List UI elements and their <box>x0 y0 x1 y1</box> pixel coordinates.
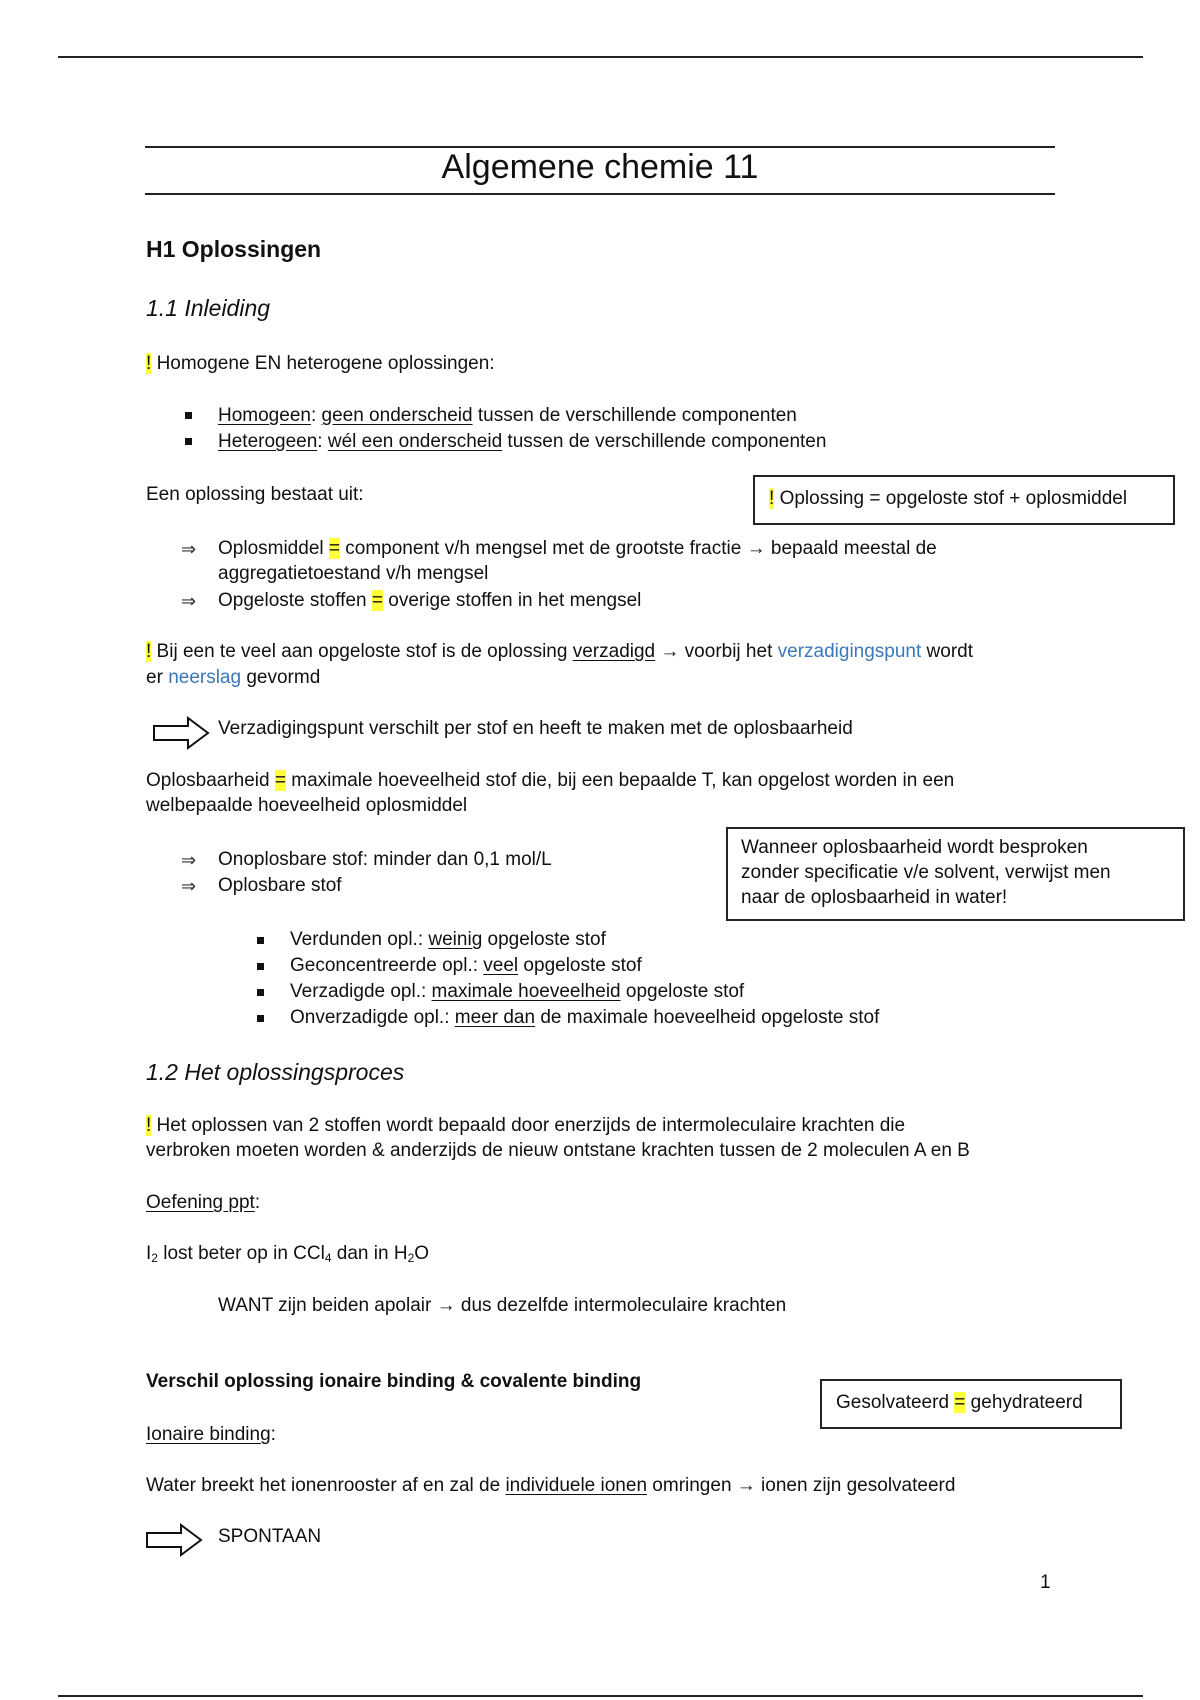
paragraph-oplosbaarheid-cont: welbepaalde hoeveelheid oplosmiddel <box>146 795 468 816</box>
box-gesolvateerd: Gesolvateerd = gehydrateerd <box>820 1379 1122 1429</box>
big-arrow-icon <box>145 1523 203 1557</box>
list-item-homogeen: Homogeen: geen onderscheid tussen de verschillende componenten <box>218 405 797 426</box>
bullet-icon <box>257 1015 264 1022</box>
paragraph-oplosbaarheid: Oplosbaarheid = maximale hoeveelheid stof die, bij een bepaalde T, kan opgelost worden in een <box>146 770 955 791</box>
list-item-oplosmiddel: Oplosmiddel = component v/h mengsel met de grootste fractie → bepaald meestal de <box>218 538 937 559</box>
implies-arrow-icon: ⇒ <box>181 876 197 896</box>
list-item-oplosmiddel-cont: aggregatietoestand v/h mengsel <box>218 563 489 584</box>
bullet-icon <box>185 438 192 445</box>
bullet-icon <box>185 412 192 419</box>
want-statement: WANT zijn beiden apolair → dus dezelfde intermoleculaire krachten <box>218 1295 787 1316</box>
spontaan-label: SPONTAAN <box>218 1526 322 1547</box>
paragraph-homogene: ! Homogene EN heterogene oplossingen: <box>146 353 495 374</box>
sublist-item-verdund: Verdunden opl.: weinig opgeloste stof <box>290 929 606 950</box>
list-item-onoplosbaar: Onoplosbare stof: minder dan 0,1 mol/L <box>218 849 552 870</box>
paragraph-bestaat: Een oplossing bestaat uit: <box>146 484 364 505</box>
heading-1-2: 1.2 Het oplossingsproces <box>146 1059 405 1085</box>
bullet-icon <box>257 937 264 944</box>
bottom-page-rule <box>58 1695 1143 1697</box>
ionaire-label: Ionaire binding: <box>146 1424 276 1445</box>
oefening-label: Oefening ppt: <box>146 1192 261 1213</box>
paragraph-verzadigd-cont: er neerslag gevormd <box>146 667 321 688</box>
bullet-icon <box>257 963 264 970</box>
paragraph-proces-cont: verbroken moeten worden & anderzijds de nieuw ontstane krachten tussen de 2 moleculen A en B <box>146 1140 970 1161</box>
page-title: Algemene chemie 11 <box>441 148 759 186</box>
big-arrow-icon <box>152 716 210 750</box>
sublist-item-verzadigd: Verzadigde opl.: maximale hoeveelheid opgeloste stof <box>290 981 745 1002</box>
list-item-opgeloste: Opgeloste stoffen = overige stoffen in het mengsel <box>218 590 642 611</box>
implies-arrow-icon: ⇒ <box>181 539 197 559</box>
heading-1-1: 1.1 Inleiding <box>146 295 271 321</box>
iodine-statement: $I_2$ lost beter op in CCl$_4$ dan in $H_2O$ <box>146 1243 430 1265</box>
bullet-icon <box>257 989 264 996</box>
sublist-item-onverzadigd: Onverzadigde opl.: meer dan de maximale hoeveelheid opgeloste stof <box>290 1007 880 1028</box>
paragraph-water: Water breekt het ionenrooster af en zal de individuele ionen omringen → ionen zijn gesolvateerd <box>146 1475 956 1496</box>
implies-arrow-icon: ⇒ <box>181 850 197 870</box>
highlight-mark: ! <box>146 353 152 374</box>
paragraph-proces: ! Het oplossen van 2 stoffen wordt bepaald door enerzijds de intermoleculaire krachten die <box>146 1115 906 1136</box>
sublist-item-geconcentreerd: Geconcentreerde opl.: veel opgeloste stof <box>290 955 642 976</box>
page-number: 1 <box>1040 1572 1051 1593</box>
top-page-rule <box>58 56 1143 58</box>
box-oplossing-definition: ! Oplossing = opgeloste stof + oplosmiddel <box>753 475 1175 525</box>
note-verzadigingspunt: Verzadigingspunt verschilt per stof en heeft te maken met de oplosbaarheid <box>218 718 853 739</box>
box-oplosbaarheid-water: Wanneer oplosbaarheid wordt besproken zonder specificatie v/e solvent, verwijst men naar de oplosbaarheid in water! <box>726 827 1185 921</box>
heading-verschil: Verschil oplossing ionaire binding & covalente binding <box>146 1371 642 1392</box>
implies-arrow-icon: ⇒ <box>181 591 197 611</box>
paragraph-verzadigd: ! Bij een te veel aan opgeloste stof is de oplossing verzadigd → voorbij het verzadigingspunt wordt <box>146 641 974 662</box>
heading-h1: H1 Oplossingen <box>146 236 322 262</box>
title-rule-bottom <box>145 193 1055 195</box>
list-item-oplosbaar: Oplosbare stof <box>218 875 342 896</box>
list-item-heterogeen: Heterogeen: wél een onderscheid tussen de verschillende componenten <box>218 431 827 452</box>
